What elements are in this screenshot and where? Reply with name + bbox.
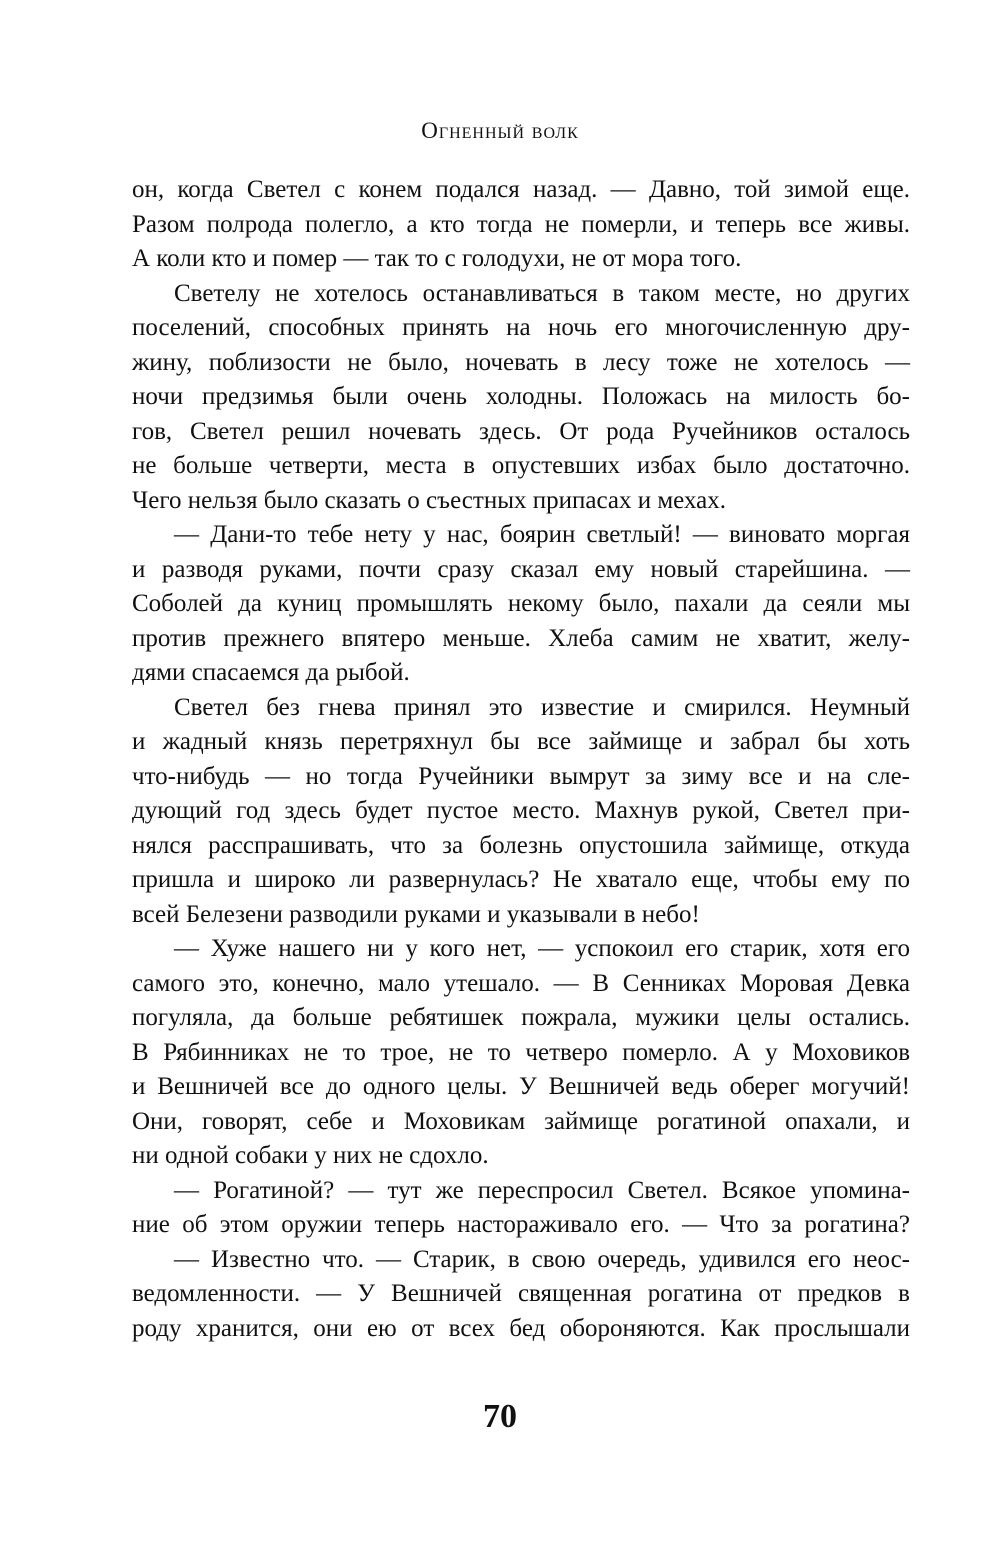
body-text [132, 173, 910, 1346]
text-line: Соболей да куниц промышлять некому было, пахали да сеяли мы [132, 590, 910, 617]
text-line: жину, поблизости не было, ночевать в лесу тоже не хотелось — [132, 348, 910, 376]
text-line: он, когда Светел с конем подался назад. — Давно, той зимой еще. [132, 176, 910, 203]
text-line: самого это, конечно, мало утешало. — В Сенниках Моровая Девка [132, 969, 910, 997]
text-line: ведомленности. — У Вешничей священная рогатина от предков в [132, 1280, 910, 1307]
text-line: дями спасаемся да рыбой. [132, 659, 410, 686]
text-line: — Дани-то тебе нету у нас, боярин светлый! — виновато моргая [174, 521, 910, 548]
text-line: — Рогатиной? — тут же переспросил Светел. Всякое упомина- [174, 1176, 910, 1204]
text-line: В Рябинниках не то трое, не то четверо померло. А у Моховиков [132, 1038, 910, 1066]
text-line: не больше четверти, места в опустевших избах было достаточно. [132, 452, 910, 479]
text-line: против прежнего впятеро меньше. Хлеба самим не хватит, желу- [132, 624, 910, 652]
text-line: ни одной собаки у них не сдохло. [132, 1142, 489, 1169]
text-line: дующий год здесь будет пустое место. Махнув рукой, Светел при- [132, 797, 910, 824]
text-line: А коли кто и помер — так то с голодухи, не от мора того. [132, 245, 742, 272]
text-line: поселений, способных принять на ночь его многочисленную дру- [132, 314, 910, 341]
text-line: гов, Светел решил ночевать здесь. От рода Ручейников осталось [132, 417, 910, 445]
text-line: Они, говорят, себе и Моховикам займище рогатиной опахали, и [132, 1107, 910, 1135]
text-line: ночи предзимья были очень холодны. Положась на милость бо- [132, 383, 910, 410]
text-line: и Вешничей все до одного целы. У Вешничей ведь оберег могучий! [132, 1073, 910, 1100]
text-line: погуляла, да больше ребятишек пожрала, мужики целы остались. [132, 1004, 910, 1031]
text-line: роду хранится, они ею от всех бед обороняются. Как прослышали [132, 1314, 910, 1342]
text-line: — Хуже нашего ни у кого нет, — успокоил его старик, хотя его [174, 935, 910, 962]
text-line: — Известно что. — Старик, в свою очередь, удивился его неос- [174, 1245, 910, 1273]
text-line: что-нибудь — но тогда Ручейники вымрут за зиму все и на сле- [132, 762, 910, 790]
text-line: Светел без гнева принял это известие и смирился. Неумный [174, 693, 910, 721]
text-line: ние об этом оружии теперь настораживало его. — Что за рогатина? [132, 1211, 910, 1238]
text-line: и разводя руками, почти сразу сказал ему новый старейшина. — [132, 555, 910, 583]
text-line: Светелу не хотелось останавливаться в таком месте, но других [174, 279, 910, 307]
text-line: Чего нельзя было сказать о съестных припасах и мехах. [132, 486, 726, 514]
text-line: Разом полрода полегло, а кто тогда не померли, и теперь все живы. [132, 210, 910, 238]
text-line: всей Белезени разводили руками и указывали в небо! [132, 900, 700, 928]
text-line: пришла и широко ли развернулась? Не хватало еще, чтобы ему по [132, 866, 910, 893]
text-line: нялся расспрашивать, что за болезнь опустошила займище, откуда [132, 831, 910, 859]
page-number: 70 [483, 1398, 517, 1435]
text-line: и жадный князь перетряхнул бы все займище и забрал бы хоть [132, 728, 910, 755]
running-header: Огненный волк [421, 118, 579, 143]
